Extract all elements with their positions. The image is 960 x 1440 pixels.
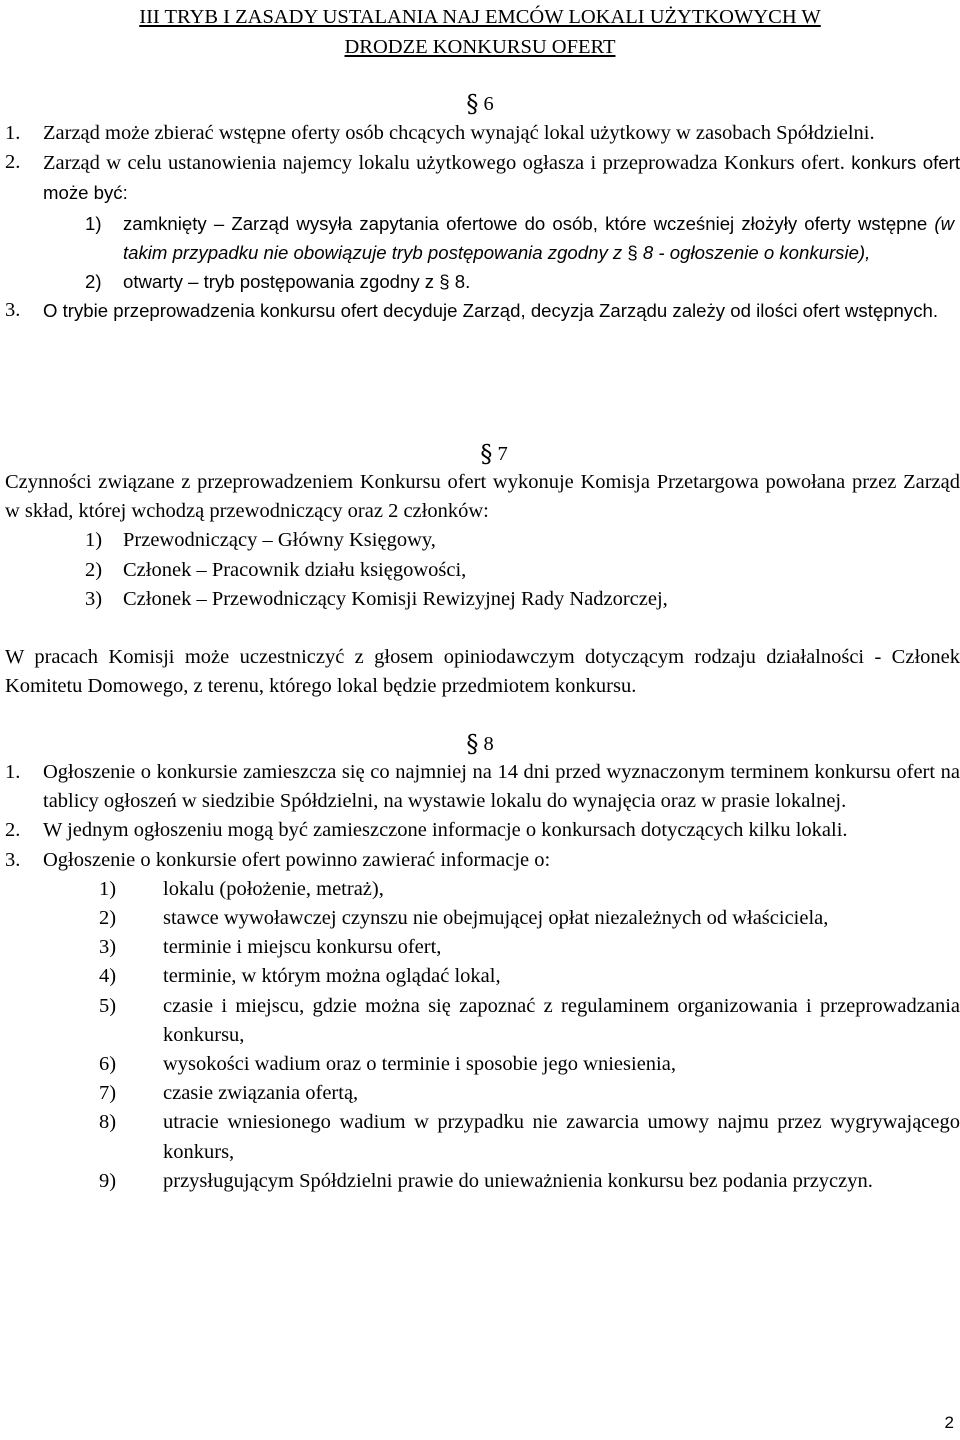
item-text-part: konkurs ofert może być: — [43, 152, 960, 204]
item-number: 1) — [99, 877, 117, 900]
section-6-heading — [0, 90, 960, 119]
title-line-2: DRODZE KONKURSU OFERT — [344, 36, 616, 58]
title-line-1: III TRYB I ZASADY USTALANIA NAJ EMCÓW LOKALI UŻYTKOWYCH W — [139, 6, 821, 28]
list-item — [5, 846, 960, 875]
item-number: 3) — [99, 936, 117, 959]
item-text: Przewodniczący – Główny Księgowy, — [123, 529, 436, 552]
sub-item — [5, 962, 960, 991]
section-number: 8 — [483, 733, 494, 755]
item-text: Członek – Przewodniczący Komisji Rewizyjnej Rady Nadzorczej, — [123, 587, 668, 610]
section-symbol: § — [480, 440, 493, 468]
item-text: stawce wywoławczej czynszu nie obejmującej opłat niezależnych od właściciela, — [163, 907, 829, 930]
item-number: 1) — [85, 212, 102, 234]
section-8-heading — [0, 730, 960, 759]
item-text — [123, 267, 954, 296]
item-number: 6) — [99, 1053, 117, 1076]
item-number: 2) — [85, 271, 102, 293]
item-text: terminie, w którym można oglądać lokal, — [163, 965, 501, 988]
page-number: 2 — [944, 1413, 954, 1432]
item-text-part: (w takim przypadku nie obowiązuje tryb postępowania zgodny z — [123, 212, 954, 263]
item-text-part: zamknięty – Zarząd wysyła zapytania ofertowe do osób, które wcześniej złożyły oferty wstępne — [123, 212, 928, 234]
list-item — [5, 148, 960, 208]
section-number: 6 — [483, 93, 494, 115]
item-number: 1. — [5, 122, 21, 144]
sub-item — [5, 267, 960, 296]
item-text: Ogłoszenie o konkursie ofert powinno zawierać informacje o: — [43, 848, 551, 871]
item-text: czasie związania ofertą, — [163, 1082, 359, 1105]
sub-item — [5, 933, 960, 962]
item-text-part: 8 - ogłoszenie o konkursie), — [642, 241, 871, 263]
section-7-body — [5, 468, 960, 701]
item-text — [43, 148, 960, 208]
item-text-part: otwarty – tryb postępowania zgodny z — [123, 271, 435, 293]
item-number: 2. — [5, 151, 21, 174]
document-title — [0, 2, 960, 62]
list-item — [5, 758, 960, 816]
section-symbol: § — [627, 241, 638, 263]
section-symbol: § — [466, 730, 479, 758]
section-7-heading — [14, 440, 960, 469]
item-number: 3) — [85, 587, 103, 610]
item-text-part: 8. — [454, 271, 471, 293]
item-text: czasie i miejscu, gdzie można się zapoznać z regulaminem organizowania i przeprowadzania konkursu, — [163, 994, 960, 1046]
section-symbol: § — [439, 271, 450, 293]
sub-item — [5, 992, 960, 1050]
section-symbol: § — [466, 90, 479, 118]
list-item — [5, 816, 960, 845]
item-text: wysokości wadium oraz o terminie i sposobie jego wniesienia, — [163, 1053, 676, 1076]
sub-item — [5, 1050, 960, 1079]
section-number: 7 — [497, 443, 508, 465]
item-number: 5) — [99, 994, 117, 1017]
list-item — [5, 585, 960, 614]
sub-item — [5, 1167, 960, 1196]
list-item — [5, 119, 960, 148]
list-item — [5, 556, 960, 585]
item-number: 4) — [99, 965, 117, 988]
paragraph: Czynności związane z przeprowadzeniem Konkursu ofert wykonuje Komisja Przetargowa powołana przez Zarząd w skład, której wchodzą przewodniczący oraz 2 członków: — [5, 471, 960, 523]
item-number: 2) — [99, 907, 117, 930]
list-item — [5, 296, 960, 325]
item-text: Ogłoszenie o konkursie zamieszcza się co najmniej na 14 dni przed wyznaczonym terminem konkursu ofert na tablicy ogłoszeń w siedzibie Spółdzielni, na wystawie lokalu do wynajęcia oraz w prasie lokalnej. — [43, 761, 960, 813]
item-number: 2) — [85, 558, 103, 581]
item-text: utracie wniesionego wadium w przypadku nie zawarcia umowy najmu przez wygrywającego konkurs, — [163, 1111, 960, 1163]
section-8-body — [5, 758, 960, 1196]
item-text: Zarząd może zbierać wstępne oferty osób chcących wynająć lokal użytkowy w zasobach Spółdzielni. — [43, 122, 875, 144]
item-number: 3. — [5, 299, 21, 322]
item-text: terminie i miejscu konkursu ofert, — [163, 936, 442, 959]
section-6-body — [5, 119, 960, 325]
item-number: 1. — [5, 761, 21, 783]
list-item — [5, 526, 960, 555]
item-number: 3. — [5, 848, 21, 871]
item-number: 9) — [99, 1169, 117, 1192]
item-text — [123, 209, 954, 267]
item-number: 1) — [85, 529, 103, 552]
sub-item — [5, 209, 960, 267]
sub-item — [5, 875, 960, 904]
sub-item — [5, 1108, 960, 1166]
item-text: lokalu (położenie, metraż), — [163, 877, 384, 900]
item-text: O trybie przeprowadzenia konkursu ofert decyduje Zarząd, decyzja Zarządu zależy od ilości ofert wstępnych. — [43, 300, 938, 322]
sub-item — [5, 1079, 960, 1108]
item-text: przysługującym Spółdzielni prawie do unieważnienia konkursu bez podania przyczyn. — [163, 1169, 873, 1192]
item-text: W jednym ogłoszeniu mogą być zamieszczone informacje o konkursach dotyczących kilku lokali. — [43, 819, 848, 842]
item-text-part: Zarząd w celu ustanowienia najemcy lokalu użytkowego ogłasza i przeprowadza Konkurs ofert. — [43, 152, 845, 175]
item-number: 2. — [5, 819, 21, 842]
paragraph: W pracach Komisji może uczestniczyć z głosem opiniodawczym dotyczącym rodzaju działalności - Członek Komitetu Domowego, z terenu, którego lokal będzie przedmiotem konkursu. — [5, 646, 960, 698]
item-number: 7) — [99, 1082, 117, 1105]
item-number: 8) — [99, 1111, 117, 1134]
sub-item — [5, 904, 960, 933]
item-text: Członek – Pracownik działu księgowości, — [123, 558, 467, 581]
